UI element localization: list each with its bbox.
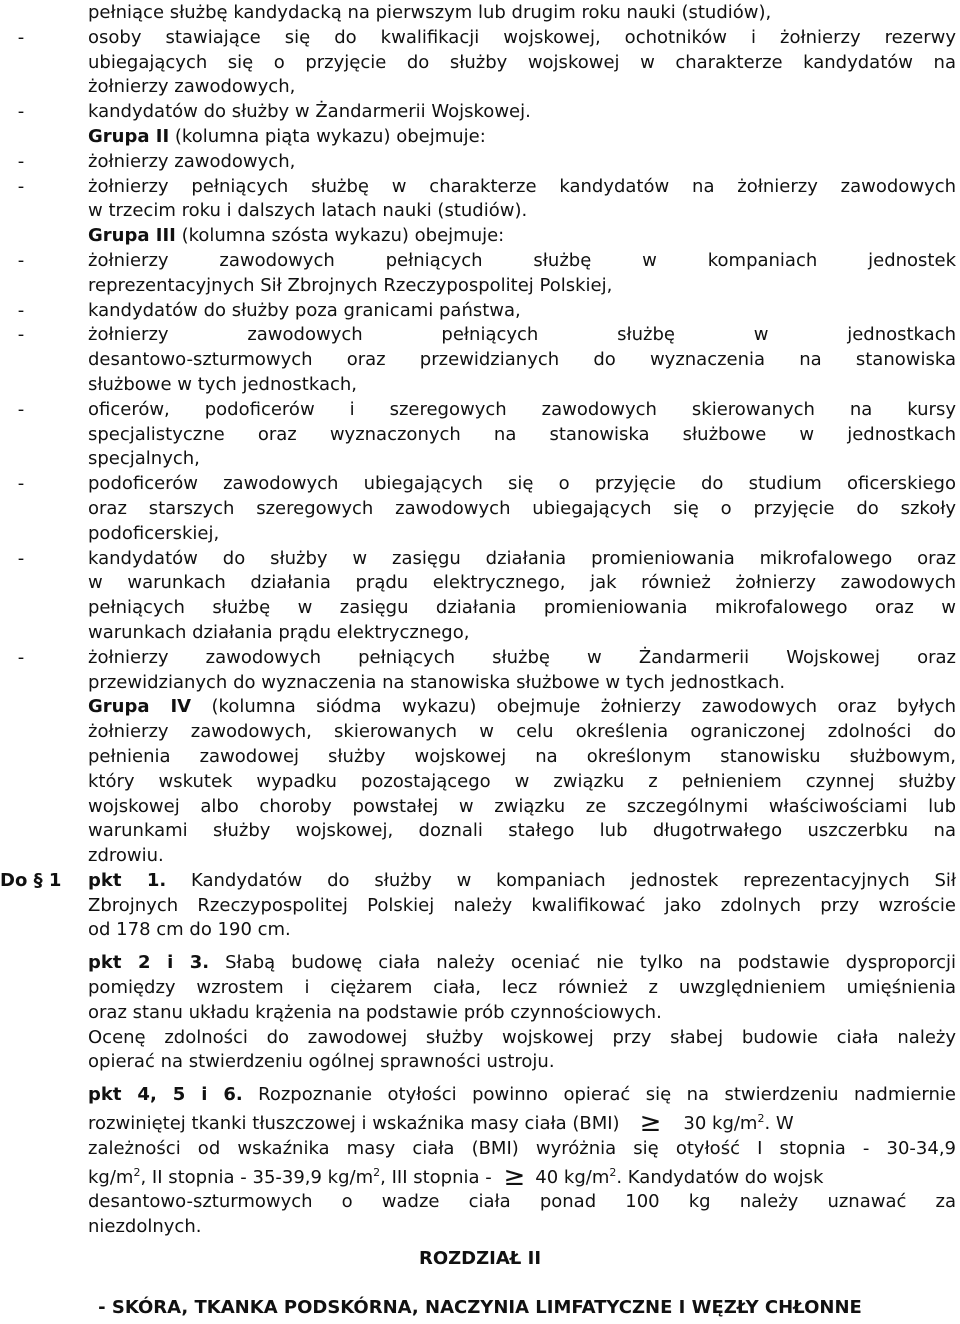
pkt-4-5-6-paragraph: pkt 4, 5 i 6. Rozpoznanie otyłości powinno opierać się na stwierdzeniu nadmiernie rozwiniętej tkanki tłuszczowej i wskaźnika masy ciała (BMI) ≥ 30 $kg/m^2$. W zależności od wskaźnika masy ciała (BMI) wyróżnia się otyłość I stopnia - 30-34,9 $kg/m^2$, II stopnia - 35-39,9 $kg/m^2$, III stopnia - ≥ 40 $kg/m^2$. Kandydatów do wojsk desantowo-szturmowych o wadze ciała ponad 100 kg należy uznawać za niezdolnych. [88, 1084, 956, 1238]
chapter-heading: ROZDZIAŁ II [418, 1248, 542, 1269]
greater-equal-symbol: ≥ [503, 1161, 526, 1192]
list-item: pełniące służbę kandydacką na pierwszym lub drugim roku nauki (studiów), [88, 2, 772, 23]
group-heading: Grupa III (kolumna szósta wykazu) obejmuje: [88, 225, 505, 247]
list-item: - kandydatów do służby poza granicami państwa, [17, 299, 521, 321]
list-item: - kandydatów do służby w Żandarmerii Wojskowej. [17, 101, 531, 123]
list-item: - żołnierzy zawodowych, [17, 150, 296, 172]
group-iv-paragraph: Grupa IV (kolumna siódma wykazu) obejmuje żołnierzy zawodowych oraz byłych żołnierzy zawodowych, skierowanych w celu określenia ograniczonej zdolności do pełnienia zawodowej służby wojskowej na określonym stanowisku służbowym, który wskutek wypadku pozostającego w związku z pełnieniem czynnej służby wojskowej albo choroby powstałej w związku ze szczególnymi właściwościami lub warunkami służby wojskowej, doznali stałego lub długotrwałego uszczerbku na zdrowiu. [88, 696, 956, 867]
pkt-2-3-paragraph: pkt 2 i 3. Słabą budowę ciała należy oceniać nie tylko na podstawie dysproporcji pomiędzy wzrostem i ciężarem ciała, lecz również z uwzględnieniem umięśnienia oraz stanu układu krążenia na podstawie prób czynnościowych. Ocenę zdolności do zawodowej służby wojskowej przy słabej budowie ciała należy opierać na stwierdzeniu ogólnej sprawności ustroju. [88, 952, 956, 1073]
list-item: - osoby stawiające się do kwalifikacji wojskowej, ochotników i żołnierzy rezerwy ubiegających się o przyjęcie do służby wojskowej w charakterze kandydatów na żołnierzy zawodowych, [17, 26, 956, 98]
list-item: - kandydatów do służby w zasięgu działania promieniowania mikrofalowego oraz w warunkach działania prądu elektrycznego, jak również żołnierzy zawodowych pełniących służbę w zasięgu działania promieniowania mikrofalowego oraz w warunkach działania prądu elektrycznego, [17, 547, 956, 643]
section-marker: Do § 1 [0, 869, 62, 891]
group-heading: Grupa II (kolumna piąta wykazu) obejmuje: [88, 125, 486, 147]
list-item: - podoficerów zawodowych ubiegających się o przyjęcie do studium oficerskiego oraz starszych szeregowych zawodowych ubiegających się o przyjęcie do szkoły podoficerskiej, [17, 473, 956, 544]
list-item: - oficerów, podoficerów i szeregowych zawodowych skierowanych na kursy specjalistyczne oraz wyznaczonych na stanowiska służbowe w jednostkach specjalnych, [17, 398, 956, 470]
list-item: - żołnierzy zawodowych pełniących służbę w jednostkach desantowo-szturmowych oraz przewidzianych do wyznaczenia na stanowiska służbowe w tych jednostkach, [17, 324, 956, 395]
section-heading: - SKÓRA, TKANKA PODSKÓRNA, NACZYNIA LIMFATYCZNE I WĘZŁY CHŁONNE [98, 1297, 862, 1318]
greater-equal-symbol: ≥ [639, 1108, 662, 1139]
list-item: - żołnierzy zawodowych pełniących służbę w Żandarmerii Wojskowej oraz przewidzianych do wyznaczenia na stanowiska służbowe w tych jednostkach. [17, 646, 956, 693]
list-item: - żołnierzy pełniących służbę w charakterze kandydatów na żołnierzy zawodowych w trzecim roku i dalszych latach nauki (studiów). [17, 175, 956, 222]
list-item: - żołnierzy zawodowych pełniących służbę w kompaniach jednostek reprezentacyjnych Sił Zbrojnych Rzeczypospolitej Polskiej, [17, 249, 956, 296]
do-paragraph-1: Do § 1 pkt 1. Kandydatów do służby w kompaniach jednostek reprezentacyjnych Sił Zbrojnych Rzeczypospolitej Polskiej należy kwalifikować jako zdolnych przy wzroście od 178 cm do 190 cm. [0, 869, 956, 941]
